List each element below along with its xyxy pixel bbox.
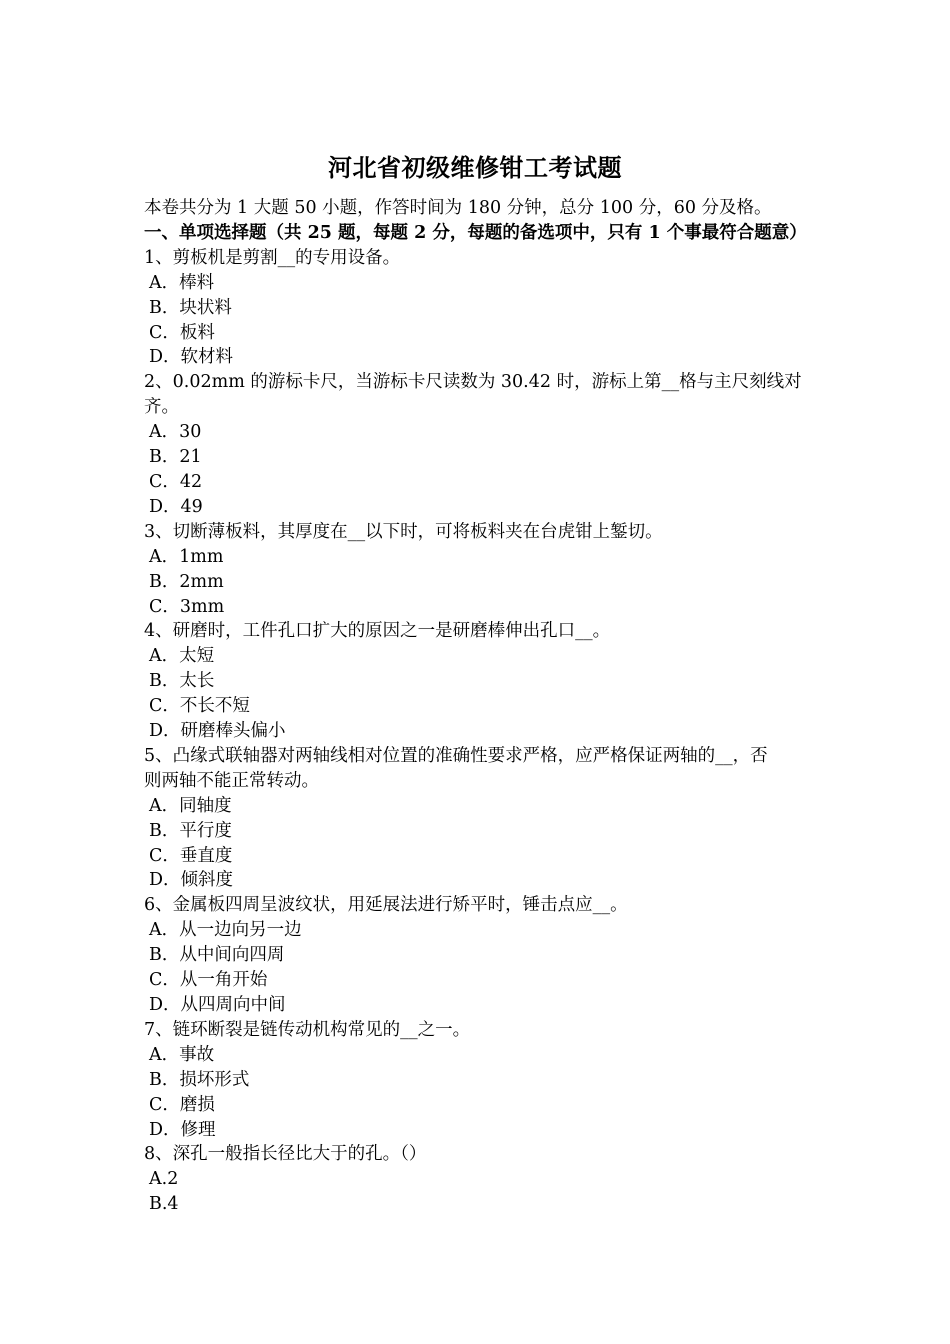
question-6: 6、金属板四周呈波纹状，用延展法进行矫平时，锤击点应__。 — [144, 895, 628, 916]
document-title: 河北省初级维修钳工考试题 — [328, 153, 622, 182]
question-3-option-b: B．2mm — [149, 571, 224, 592]
question-3-option-c: C．3mm — [149, 596, 225, 617]
question-5-line-2: 则两轴不能正常转动。 — [144, 770, 319, 791]
question-4-option-c: C．不长不短 — [149, 696, 250, 717]
question-6-option-a: A．从一边向另一边 — [149, 920, 302, 941]
question-1: 1、剪板机是剪割__的专用设备。 — [144, 247, 401, 268]
question-2-option-b: B．21 — [149, 447, 202, 468]
question-2-line-2: 齐。 — [144, 397, 179, 418]
question-7: 7、链环断裂是链传动机构常见的__之一。 — [144, 1019, 471, 1040]
question-1-option-c: C．板料 — [149, 322, 215, 343]
question-6-option-b: B．从中间向四周 — [149, 945, 285, 966]
question-1-option-b: B．块状料 — [149, 297, 232, 318]
question-4-option-b: B．太长 — [149, 671, 215, 692]
question-5-option-b: B．平行度 — [149, 820, 232, 841]
document-body — [144, 196, 816, 1217]
section-heading: 一、单项选择题（共 25 题，每题 2 分，每题的备选项中，只有 1 个事最符合题意） — [144, 222, 807, 243]
question-1-option-d: D．软材料 — [149, 347, 234, 368]
question-7-option-c: C．磨损 — [149, 1094, 215, 1115]
question-5-option-d: D．倾斜度 — [149, 870, 234, 891]
question-3: 3、切断薄板料，其厚度在__以下时，可将板料夹在台虎钳上錾切。 — [144, 521, 663, 542]
question-8-option-a: A.2 — [149, 1169, 179, 1190]
question-8-option-b: B.4 — [149, 1194, 179, 1215]
question-7-option-d: D．修理 — [149, 1119, 216, 1140]
question-2-option-d: D．49 — [149, 496, 203, 517]
question-2-line-1: 2、0.02mm 的游标卡尺，当游标卡尺读数为 30.42 时，游标上第__格与主尺刻线对 — [144, 372, 802, 393]
question-6-option-d: D．从四周向中间 — [149, 995, 286, 1015]
question-8: 8、深孔一般指长径比大于的孔。（） — [144, 1144, 427, 1165]
question-7-option-b: B．损坏形式 — [149, 1069, 250, 1090]
question-7-option-a: A．事故 — [149, 1044, 215, 1065]
question-6-option-c: C．从一角开始 — [149, 970, 268, 991]
question-2-option-a: A．30 — [149, 422, 202, 443]
question-3-option-a: A．1mm — [149, 546, 224, 567]
question-1-option-a: A．棒料 — [149, 272, 215, 293]
question-4-option-a: A．太短 — [149, 646, 215, 667]
question-2-option-c: C．42 — [149, 471, 203, 492]
question-5-option-c: C．垂直度 — [149, 845, 233, 866]
question-5-line-1: 5、凸缘式联轴器对两轴线相对位置的准确性要求严格，应严格保证两轴的__，否 — [144, 745, 768, 766]
question-4-option-d: D．研磨棒头偏小 — [149, 721, 286, 742]
question-5-option-a: A．同轴度 — [149, 795, 232, 816]
question-4: 4、研磨时，工件孔口扩大的原因之一是研磨棒伸出孔口__。 — [144, 621, 611, 642]
exam-intro: 本卷共分为 1 大题 50 小题，作答时间为 180 分钟，总分 100 分，60 分及格。 — [144, 198, 772, 218]
